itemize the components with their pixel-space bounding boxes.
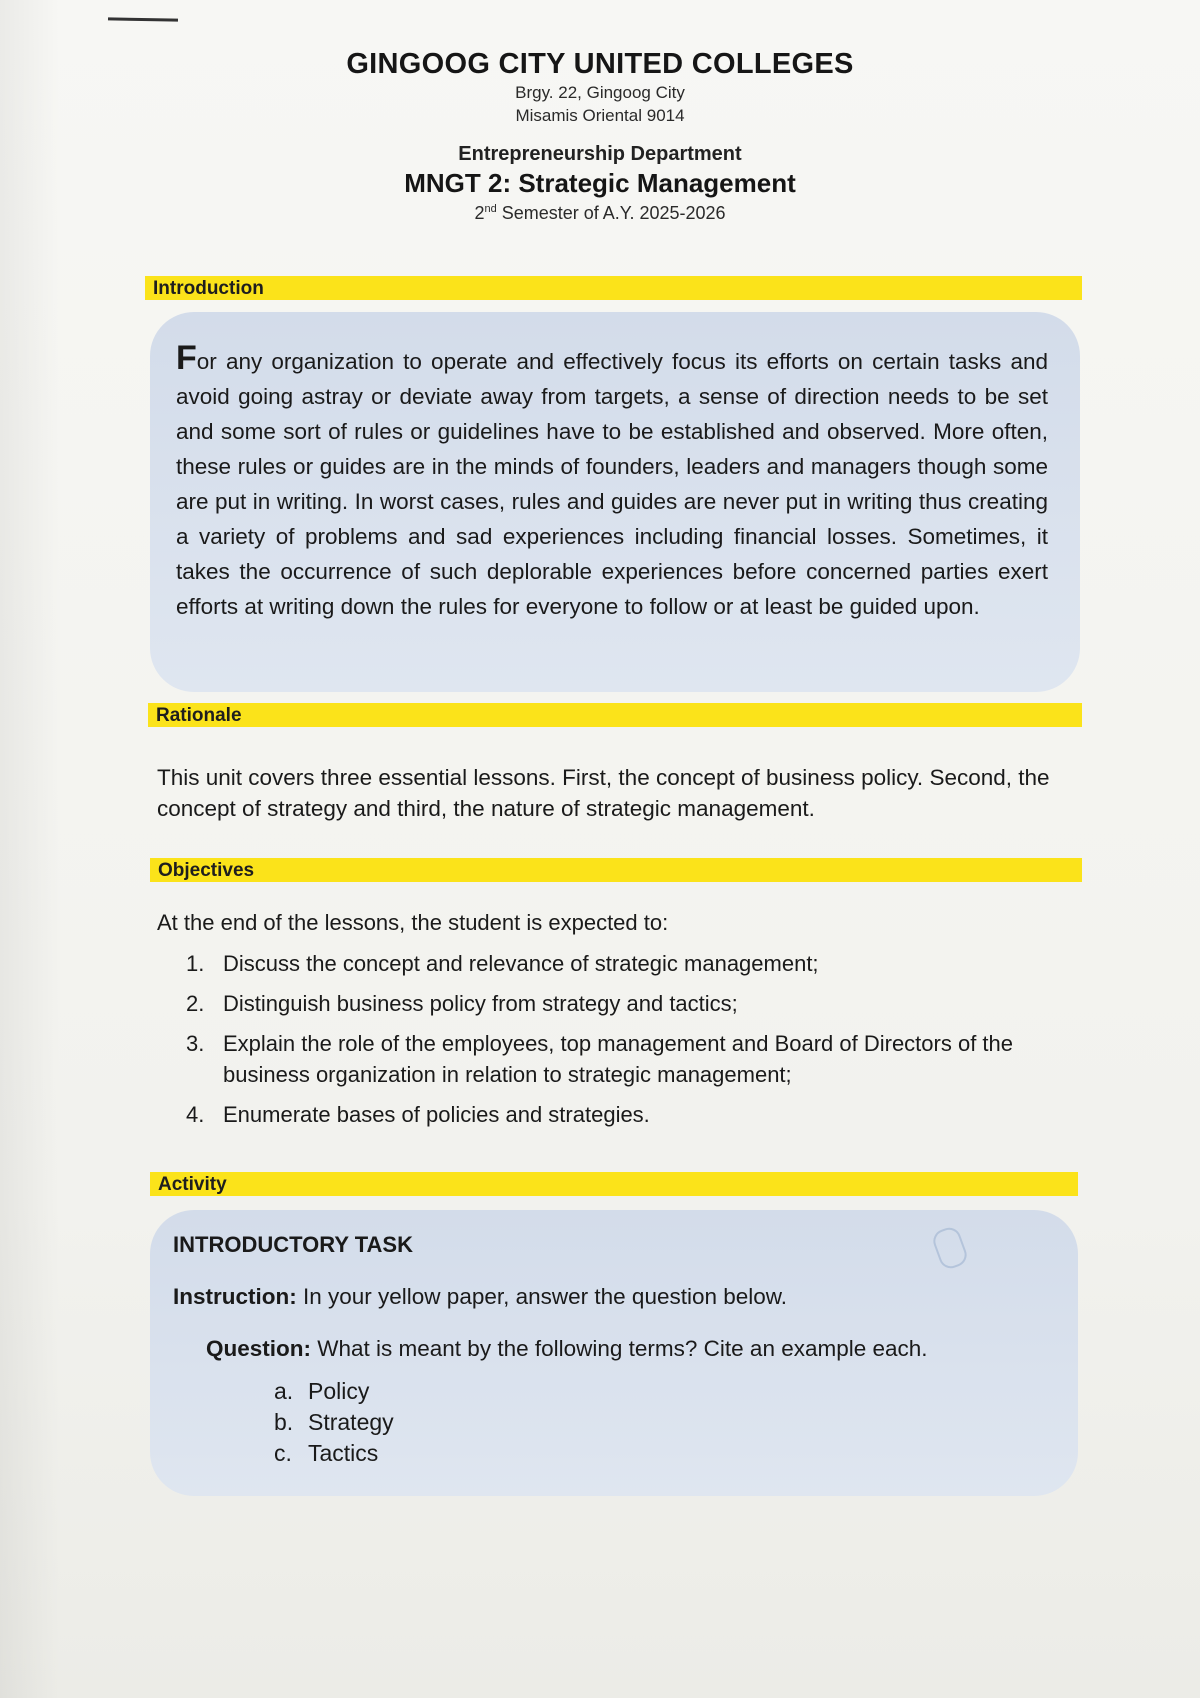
rationale-heading: [148, 703, 1082, 727]
instruction-label: Instruction:: [173, 1284, 297, 1309]
list-item: [186, 1028, 1076, 1090]
semester-suffix: nd: [484, 203, 497, 215]
list-item: [274, 1438, 394, 1469]
question-text: What is meant by the following terms? Cite an example each.: [311, 1336, 928, 1361]
item-number: 2.: [186, 991, 205, 1016]
semester-rest: Semester of A.Y. 2025-2026: [496, 203, 726, 223]
address-line-2: Misamis Oriental 9014: [515, 106, 685, 125]
dropcap-letter: F: [176, 339, 197, 377]
choice-text: Strategy: [308, 1409, 394, 1435]
pen-mark: [108, 17, 178, 21]
introduction-label: Introduction: [153, 278, 264, 299]
introduction-paragraph: [176, 339, 1048, 624]
rationale-label: Rationale: [156, 705, 242, 726]
choice-text: Policy: [308, 1378, 370, 1404]
semester-ordinal: 2: [474, 203, 485, 223]
item-number: 4.: [186, 1102, 205, 1127]
semester-line: [0, 203, 1200, 224]
page-shadow: [0, 0, 60, 1698]
introduction-heading: [145, 276, 1082, 300]
objectives-list: [186, 948, 1076, 1139]
activity-heading: [150, 1172, 1078, 1196]
address-line-1: Brgy. 22, Gingoog City: [515, 83, 685, 102]
introduction-text: or any organization to operate and effectively focus its efforts on certain tasks and avoid going astray or deviate away from targets, a sense of direction needs to be set and some sort of rules or guidelines have to be established and observed. More often, these rules or guides are in the minds of founders, leaders and managers though some are put in writing. In worst cases, rules and guides are never put in writing thus creating a variety of problems and sad experiences including financial losses. Sometimes, it takes the occurrence of such deplorable experiences before concerned parties exert efforts at writing down the rules for everyone to follow or at least be guided upon.: [176, 349, 1048, 619]
item-number: 1.: [186, 951, 205, 976]
item-text: Enumerate bases of policies and strategies.: [223, 1102, 650, 1127]
instruction-text: In your yellow paper, answer the question below.: [296, 1284, 788, 1309]
objectives-intro: At the end of the lessons, the student is expected to:: [157, 910, 669, 935]
school-name: GINGOOG CITY UNITED COLLEGES: [346, 48, 854, 80]
choice-letter: c.: [274, 1440, 292, 1466]
objectives-heading: [150, 858, 1082, 882]
list-item: [186, 1099, 1076, 1130]
task-title: INTRODUCTORY TASK: [173, 1232, 413, 1257]
item-text: Explain the role of the employees, top management and Board of Directors of the business organization in relation to strategic management;: [223, 1031, 1014, 1087]
item-text: Discuss the concept and relevance of strategic management;: [223, 951, 819, 976]
department-name: Entrepreneurship Department: [458, 143, 742, 165]
question-line: [206, 1336, 928, 1362]
list-item: [274, 1376, 394, 1407]
item-number: 3.: [186, 1031, 205, 1056]
choices-list: [274, 1376, 394, 1469]
list-item: [186, 988, 1076, 1019]
rationale-paragraph: This unit covers three essential lessons. First, the concept of business policy. Second, the concept of strategy and third, the nature of strategic management.: [157, 765, 1050, 821]
activity-label: Activity: [158, 1174, 227, 1195]
document-header: [0, 48, 1200, 224]
list-item: [186, 948, 1076, 979]
choice-letter: a.: [274, 1378, 294, 1404]
list-item: [274, 1407, 394, 1438]
question-label: Question:: [206, 1336, 311, 1361]
instruction-line: [173, 1284, 787, 1310]
item-text: Distinguish business policy from strategy and tactics;: [223, 991, 738, 1016]
choice-text: Tactics: [308, 1440, 379, 1466]
course-title: MNGT 2: Strategic Management: [404, 168, 796, 198]
choice-letter: b.: [274, 1409, 294, 1435]
objectives-label: Objectives: [158, 860, 255, 881]
